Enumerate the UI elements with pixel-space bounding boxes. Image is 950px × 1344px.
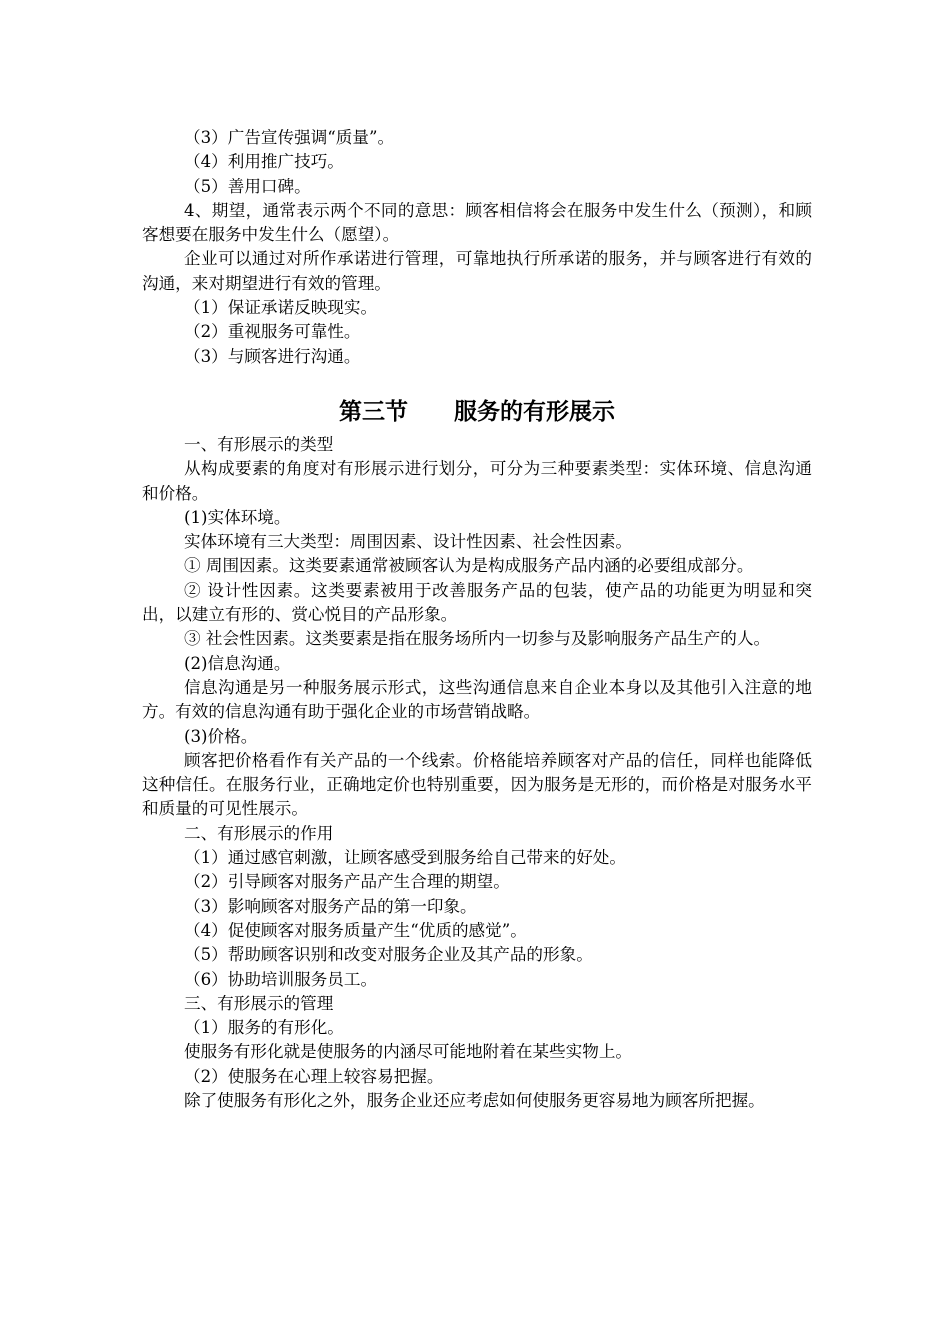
list-item: （3）与顾客进行沟通。 <box>184 346 361 366</box>
info-paragraph: 信息沟通是另一种服务展示形式，这些沟通信息来自企业本身以及其他引入注意的地方。有效的信息沟通有助于强化企业的市场营销战略。 <box>142 677 812 722</box>
list-item: （2）引导顾客对服务产品产生合理的期望。 <box>184 872 510 892</box>
subsection-heading: 二、有形展示的作用 <box>184 823 334 843</box>
list-item: (1)实体环境。 <box>184 507 291 527</box>
list-item: （6）协助培训服务员工。 <box>184 969 378 989</box>
list-item: (2)信息沟通。 <box>184 653 291 673</box>
list-item: （1）保证承诺反映现实。 <box>184 298 378 318</box>
list-item: （5）善用口碑。 <box>184 176 311 196</box>
list-item: （3）影响顾客对服务产品的第一印象。 <box>184 896 477 916</box>
types-intro-paragraph: 从构成要素的角度对有形展示进行划分，可分为三种要素类型：实体环境、信息沟通和价格。 <box>142 459 812 503</box>
list-item: （1）通过感官刺激，让顾客感受到服务给自己带来的好处。 <box>184 848 626 868</box>
list-item: （3）广告宣传强调“质量”。 <box>184 128 395 147</box>
expectation-paragraph: 4、期望，通常表示两个不同的意思：顾客相信将会在服务中发生什么（预测），和顾客想要在服务中发生什么（愿望）。 <box>142 200 812 245</box>
list-item: （2）重视服务可靠性。 <box>184 322 361 342</box>
mgmt-item2-description: 除了使服务有形化之外，服务企业还应考虑如何使服务更容易地为顾客所把握。 <box>184 1090 765 1110</box>
expectation-management-paragraph: 企业可以通过对所作承诺进行管理，可靠地执行所承诺的服务，并与顾客进行有效的沟通，来对期望进行有效的管理。 <box>142 249 812 293</box>
list-item: （4）促使顾客对服务质量产生“优质的感觉”。 <box>184 920 527 940</box>
list-item: （2）使服务在心理上较容易把握。 <box>184 1066 444 1086</box>
list-item: (3)价格。 <box>184 726 258 746</box>
env-factor-social: ③ 社会性因素。这类要素是指在服务场所内一切参与及影响服务产品生产的人。 <box>184 629 771 649</box>
list-item: （1）服务的有形化。 <box>184 1018 344 1038</box>
subsection-heading: 三、有形展示的管理 <box>184 993 334 1013</box>
mgmt-item1-description: 使服务有形化就是使服务的内涵尽可能地附着在某些实物上。 <box>184 1042 633 1062</box>
env-factor-ambient: ① 周围因素。这类要素通常被顾客认为是构成服务产品内涵的必要组成部分。 <box>184 556 754 576</box>
env-description: 实体环境有三大类型：周围因素、设计性因素、社会性因素。 <box>184 532 633 552</box>
list-item: （5）帮助顾客识别和改变对服务企业及其产品的形象。 <box>184 945 593 965</box>
page-content <box>142 126 812 1113</box>
env-factor-design: ② 设计性因素。这类要素被用于改善服务产品的包装，使产品的功能更为明显和突出，以建立有形的、赏心悦目的产品形象。 <box>142 580 812 625</box>
subsection-heading: 一、有形展示的类型 <box>184 434 334 454</box>
list-item: （4）利用推广技巧。 <box>184 152 344 172</box>
section-title: 第三节 服务的有形展示 <box>339 398 615 425</box>
price-paragraph: 顾客把价格看作有关产品的一个线索。价格能培养顾客对产品的信任，同样也能降低这种信任。在服务行业，正确地定价也特别重要，因为服务是无形的，而价格是对服务水平和质量的可见性展示。 <box>142 750 812 819</box>
